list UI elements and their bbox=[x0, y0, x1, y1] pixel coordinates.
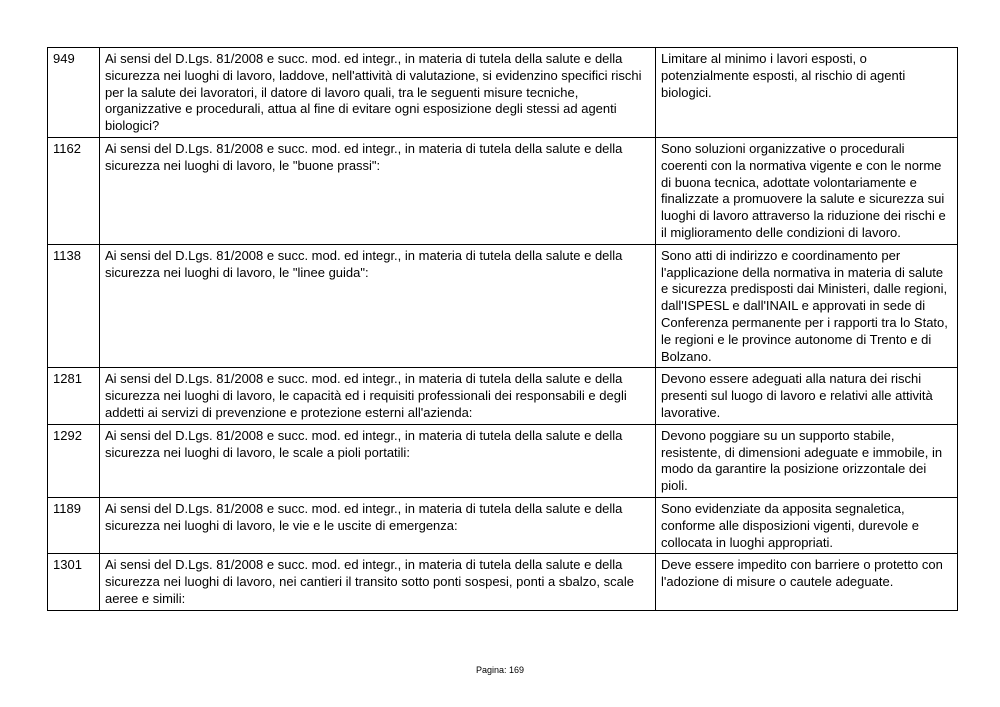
table-row bbox=[48, 554, 958, 610]
answer-text: Deve essere impedito con barriere o protetto con l'adozione di misure o cautele adeguate. bbox=[656, 554, 958, 610]
question-text: Ai sensi del D.Lgs. 81/2008 e succ. mod. ed integr., in materia di tutela della salute e della sicurezza nei luoghi di lavoro, le "linee guida": bbox=[100, 244, 656, 368]
question-id: 949 bbox=[48, 48, 100, 138]
table-row bbox=[48, 48, 958, 138]
answer-text: Sono evidenziate da apposita segnaletica, conforme alle disposizioni vigenti, durevole e collocata in luoghi appropriati. bbox=[656, 497, 958, 553]
answer-text: Devono poggiare su un supporto stabile, resistente, di dimensioni adeguate e immobile, in modo da garantire la posizione orizzontale dei pioli. bbox=[656, 424, 958, 497]
question-id: 1189 bbox=[48, 497, 100, 553]
question-id: 1281 bbox=[48, 368, 100, 424]
table-row bbox=[48, 244, 958, 368]
question-id: 1162 bbox=[48, 137, 100, 244]
question-id: 1138 bbox=[48, 244, 100, 368]
table-row bbox=[48, 137, 958, 244]
answer-text: Devono essere adeguati alla natura dei rischi presenti sul luogo di lavoro e relativi alle attività lavorative. bbox=[656, 368, 958, 424]
question-text: Ai sensi del D.Lgs. 81/2008 e succ. mod. ed integr., in materia di tutela della salute e della sicurezza nei luoghi di lavoro, le scale a pioli portatili: bbox=[100, 424, 656, 497]
answer-text: Sono soluzioni organizzative o procedurali coerenti con la normativa vigente e con le norme di buona tecnica, adottate volontariamente e finalizzate a promuovere la salute e sicurezza sui luoghi di lavoro attraverso la riduzione dei rischi e il miglioramento delle condizioni di lavoro. bbox=[656, 137, 958, 244]
table-row bbox=[48, 368, 958, 424]
answer-text: Limitare al minimo i lavori esposti, o potenzialmente esposti, al rischio di agenti biologici. bbox=[656, 48, 958, 138]
question-text: Ai sensi del D.Lgs. 81/2008 e succ. mod. ed integr., in materia di tutela della salute e della sicurezza nei luoghi di lavoro, nei cantieri il transito sotto ponti sospesi, ponti a sbalzo, scale aeree e simili: bbox=[100, 554, 656, 610]
question-text: Ai sensi del D.Lgs. 81/2008 e succ. mod. ed integr., in materia di tutela della salute e della sicurezza nei luoghi di lavoro, le capacità ed i requisiti professionali dei responsabili e degli addetti ai servizi di prevenzione e protezione esterni all'azienda: bbox=[100, 368, 656, 424]
question-text: Ai sensi del D.Lgs. 81/2008 e succ. mod. ed integr., in materia di tutela della salute e della sicurezza nei luoghi di lavoro, le vie e le uscite di emergenza: bbox=[100, 497, 656, 553]
table-row bbox=[48, 497, 958, 553]
question-text: Ai sensi del D.Lgs. 81/2008 e succ. mod. ed integr., in materia di tutela della salute e della sicurezza nei luoghi di lavoro, laddove, nell'attività di valutazione, si evidenzino specifici rischi per la salute dei lavoratori, il datore di lavoro quali, tra le seguenti misure tecniche, organizzative e procedurali, attua al fine di evitare ogni esposizione degli stessi ad agenti biologici? bbox=[100, 48, 656, 138]
table-row bbox=[48, 424, 958, 497]
page-number: Pagina: 169 bbox=[475, 665, 525, 675]
answer-text: Sono atti di indirizzo e coordinamento per l'applicazione della normativa in materia di salute e sicurezza predisposti dai Ministeri, dalle regioni, dall'ISPESL e dall'INAIL e approvati in sede di Conferenza permanente per i rapporti tra lo Stato, le regioni e le province autonome di Trento e di Bolzano. bbox=[656, 244, 958, 368]
questions-table bbox=[47, 47, 958, 611]
question-text: Ai sensi del D.Lgs. 81/2008 e succ. mod. ed integr., in materia di tutela della salute e della sicurezza nei luoghi di lavoro, le "buone prassi": bbox=[100, 137, 656, 244]
question-id: 1301 bbox=[48, 554, 100, 610]
question-id: 1292 bbox=[48, 424, 100, 497]
